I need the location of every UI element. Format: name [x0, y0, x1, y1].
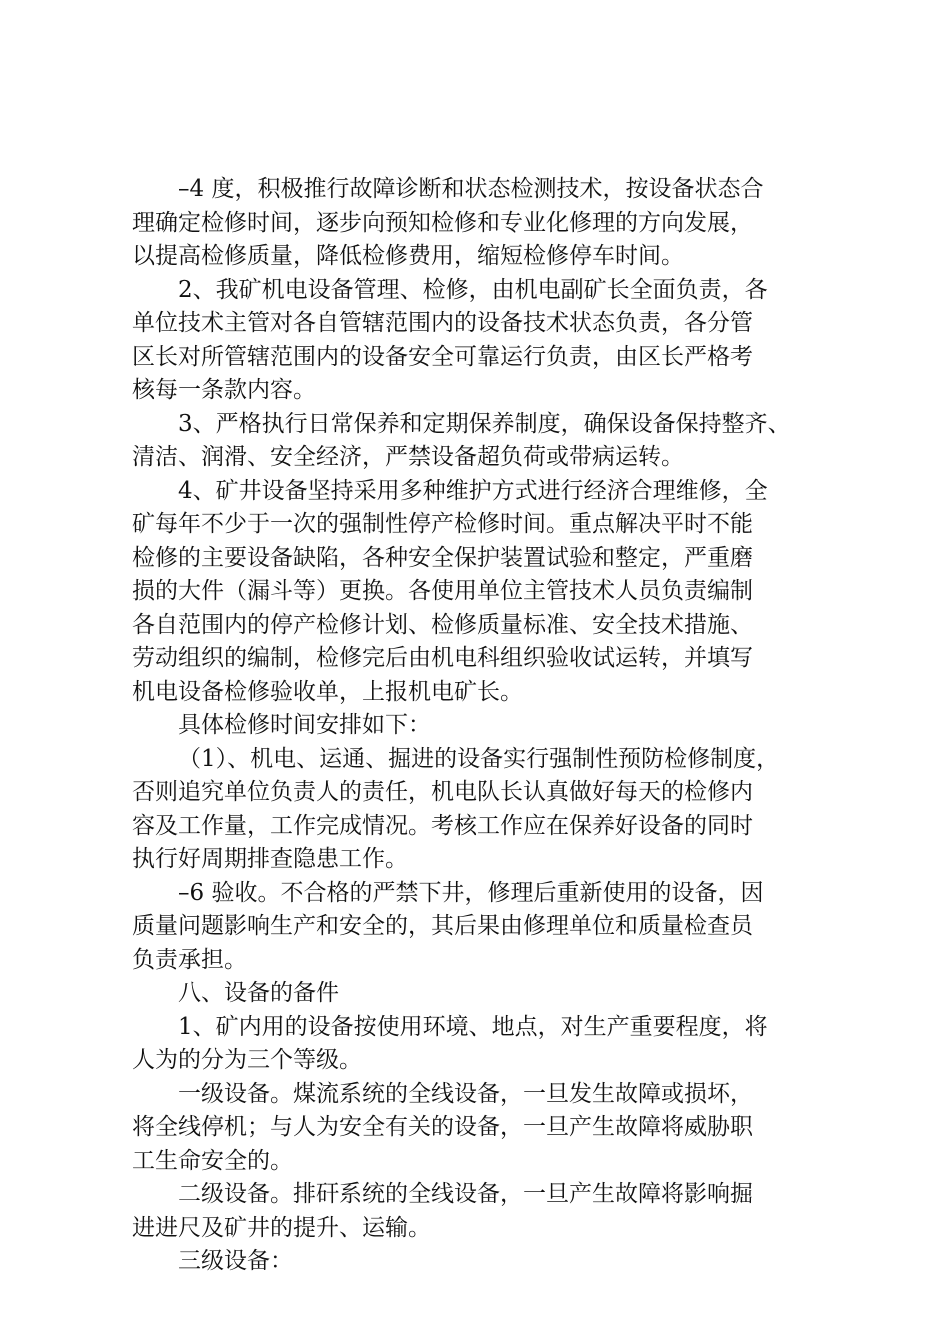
text-line: 否则追究单位负责人的责任，机电队长认真做好每天的检修内 — [132, 779, 753, 805]
text-line: 具体检修时间安排如下： — [178, 712, 431, 738]
text-line: 3、严格执行日常保养和定期保养制度，确保设备保持整齐、 — [178, 410, 791, 437]
text-line: –4 度，积极推行故障诊断和状态检测技术，按设备状态合 — [178, 176, 764, 202]
text-line: 机电设备检修验收单，上报机电矿长。 — [132, 678, 523, 705]
text-line: 各自范围内的停产检修计划、检修质量标准、安全技术措施、 — [132, 611, 753, 638]
text-line: 清洁、润滑、安全经济，严禁设备超负荷或带病运转。 — [132, 444, 684, 470]
text-line: （1）、机电、运通、掘进的设备实行强制性预防检修制度， — [178, 745, 780, 772]
document-body — [132, 173, 832, 1279]
text-line: 区长对所管辖范围内的设备安全可靠运行负责，由区长严格考 — [132, 343, 753, 370]
text-line: 三级设备： — [178, 1248, 293, 1274]
text-line: 劳动组织的编制，检修完后由机电科组织验收试运转，并填写 — [132, 645, 753, 671]
text-line: 理确定检修时间，逐步向预知检修和专业化修理的方向发展， — [132, 209, 753, 236]
text-line: 2、我矿机电设备管理、检修，由机电副矿长全面负责，各 — [178, 276, 768, 303]
text-line: 进进尺及矿井的提升、运输。 — [132, 1214, 431, 1241]
text-line: 1、矿内用的设备按使用环境、地点，对生产重要程度，将 — [178, 1013, 768, 1040]
text-line: 工生命安全的。 — [132, 1147, 293, 1174]
text-line: 负责承担。 — [132, 946, 247, 973]
text-line: 核每一条款内容。 — [132, 377, 316, 403]
text-line: –6 验收。不合格的严禁下井，修理后重新使用的设备，因 — [178, 879, 764, 906]
text-line: 一级设备。煤流系统的全线设备，一旦发生故障或损坏， — [178, 1080, 753, 1107]
text-line: 单位技术主管对各自管辖范围内的设备技术状态负责，各分管 — [132, 310, 753, 336]
text-line: 矿每年不少于一次的强制性停产检修时间。重点解决平时不能 — [132, 511, 753, 537]
text-line: 将全线停机；与人为安全有关的设备，一旦产生故障将威胁职 — [132, 1114, 753, 1140]
text-line: 人为的分为三个等级。 — [132, 1047, 362, 1073]
text-line: 4、矿井设备坚持采用多种维护方式进行经济合理维修，全 — [178, 477, 768, 504]
text-line: 损的大件（漏斗等）更换。各使用单位主管技术人员负责编制 — [132, 578, 753, 604]
text-line: 检修的主要设备缺陷，各种安全保护装置试验和整定，严重磨 — [132, 544, 753, 571]
text-line: 容及工作量，工作完成情况。考核工作应在保养好设备的同时 — [132, 812, 753, 839]
text-line: 八、设备的备件 — [178, 980, 339, 1006]
text-line: 以提高检修质量，降低检修费用，缩短检修停车时间。 — [132, 243, 684, 269]
text-line: 质量问题影响生产和安全的，其后果由修理单位和质量检查员 — [132, 913, 753, 939]
text-line: 二级设备。排矸系统的全线设备，一旦产生故障将影响掘 — [178, 1181, 753, 1207]
text-line: 执行好周期排查隐患工作。 — [132, 846, 408, 872]
